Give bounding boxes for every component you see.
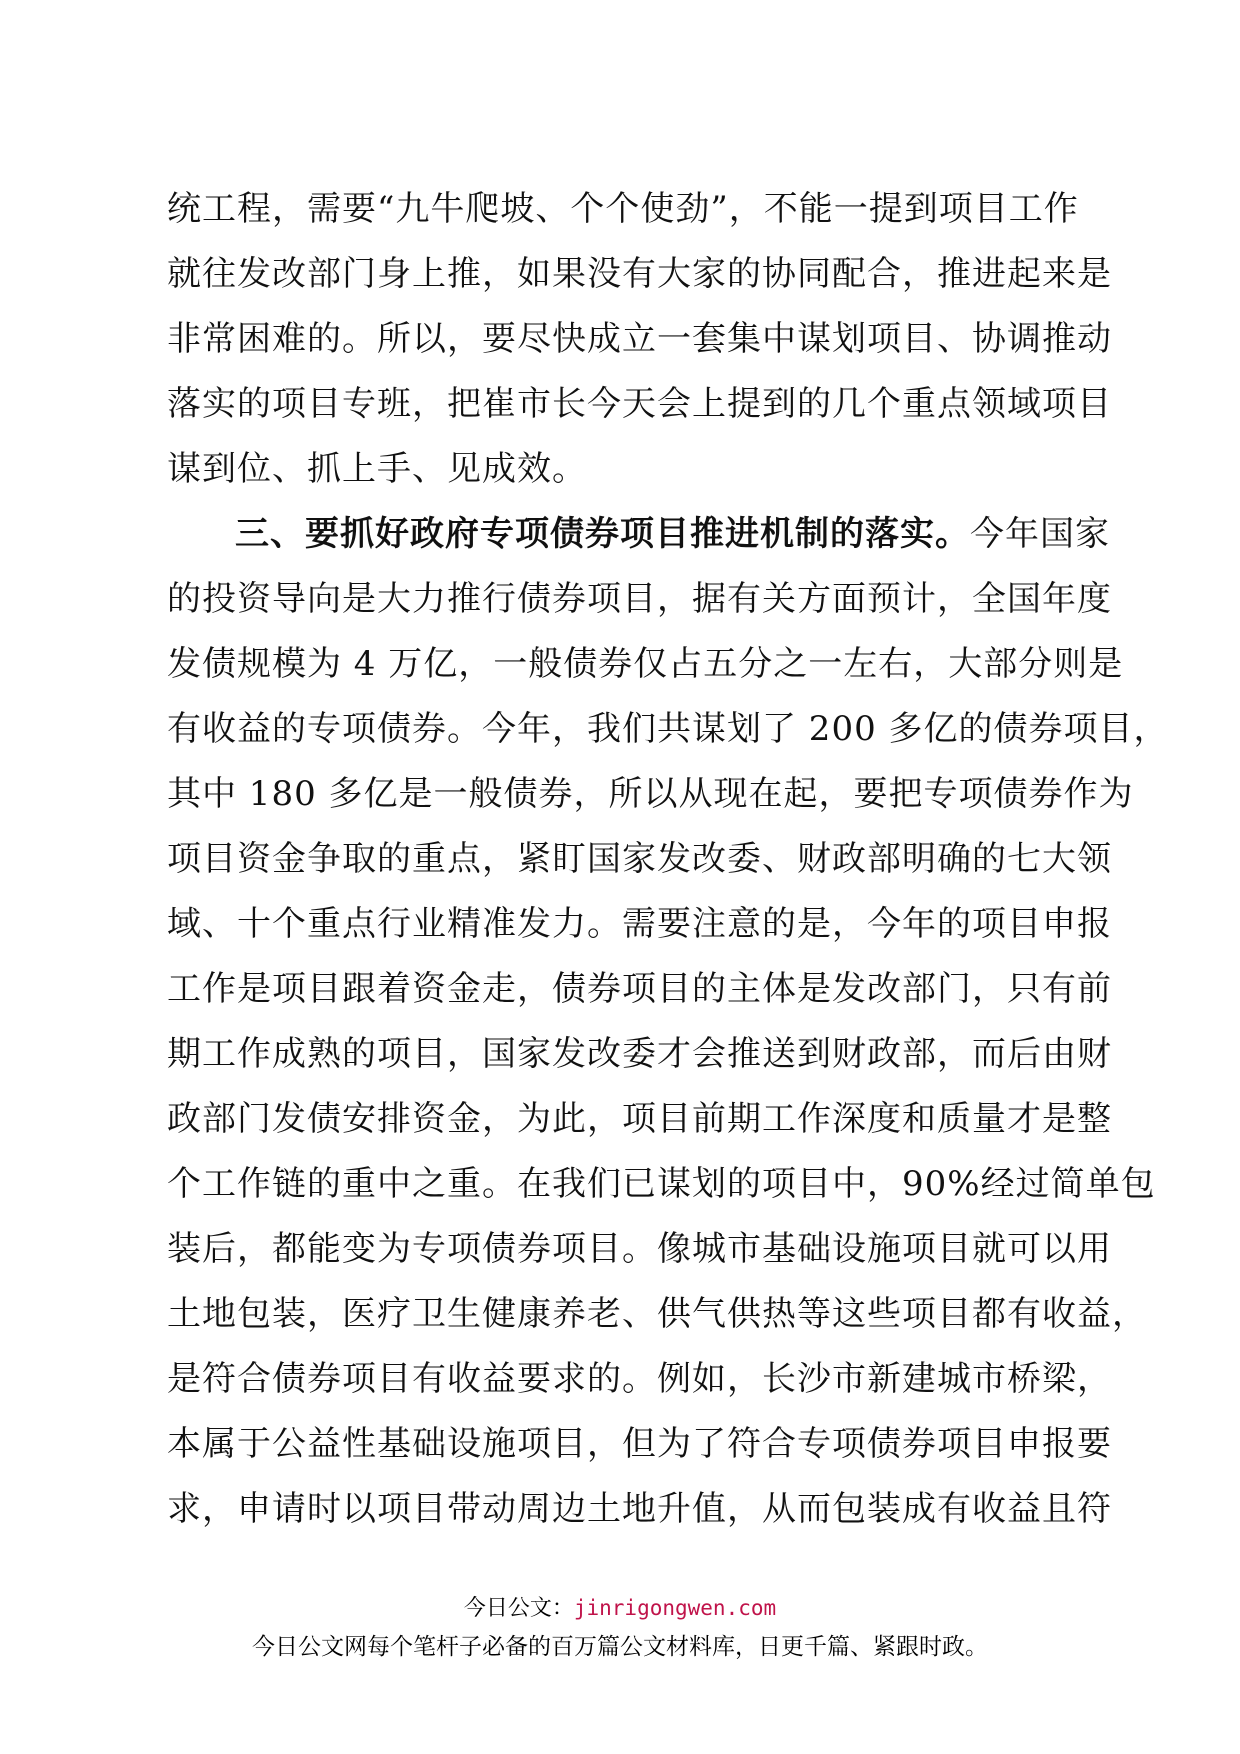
body-line: 个工作链的重中之重。在我们已谋划的项目中，90%经过简单包 bbox=[167, 1164, 1156, 1204]
body-line: 工作是项目跟着资金走，债券项目的主体是发改部门，只有前 bbox=[167, 969, 1112, 1009]
footer-site-link[interactable]: jinrigongwen.com bbox=[573, 1596, 777, 1620]
document-body bbox=[167, 177, 1169, 1542]
footer-site-label: 今日公文： bbox=[463, 1596, 574, 1621]
body-line: 域、十个重点行业精准发力。需要注意的是，今年的项目申报 bbox=[167, 904, 1112, 944]
body-line: 本属于公益性基础设施项目，但为了符合专项债券项目申报要 bbox=[167, 1424, 1112, 1464]
section-heading: 三、要抓好政府专项债券项目推进机制的落实。 bbox=[235, 514, 970, 554]
footer-site bbox=[0, 1593, 1240, 1624]
body-line: 是符合债券项目有收益要求的。例如，长沙市新建城市桥梁， bbox=[167, 1359, 1112, 1399]
body-line: 非常困难的。所以，要尽快成立一套集中谋划项目、协调推动 bbox=[167, 319, 1112, 359]
body-line: 政部门发债安排资金，为此，项目前期工作深度和质量才是整 bbox=[167, 1099, 1112, 1139]
body-line: 落实的项目专班，把崔市长今天会上提到的几个重点领域项目 bbox=[167, 384, 1112, 424]
body-line: 的投资导向是大力推行债券项目，据有关方面预计，全国年度 bbox=[167, 579, 1112, 619]
body-line: 项目资金争取的重点，紧盯国家发改委、财政部明确的七大领 bbox=[167, 839, 1112, 879]
body-line: 谋到位、抓上手、见成效。 bbox=[167, 449, 587, 489]
section-heading-rest: 今年国家 bbox=[970, 514, 1110, 554]
body-line: 期工作成熟的项目，国家发改委才会推送到财政部，而后由财 bbox=[167, 1034, 1112, 1074]
body-line: 装后，都能变为专项债券项目。像城市基础设施项目就可以用 bbox=[167, 1229, 1112, 1269]
section-heading-line bbox=[167, 502, 1110, 567]
body-line: 求，申请时以项目带动周边土地升值，从而包装成有收益且符 bbox=[167, 1489, 1112, 1529]
body-line: 其中 180 多亿是一般债券，所以从现在起，要把专项债券作为 bbox=[167, 774, 1134, 814]
body-line: 有收益的专项债券。今年，我们共谋划了 200 多亿的债券项目， bbox=[167, 709, 1169, 749]
body-line: 发债规模为 4 万亿，一般债券仅占五分之一左右，大部分则是 bbox=[167, 644, 1124, 684]
footer-slogan: 今日公文网每个笔杆子必备的百万篇公文材料库，日更千篇、紧跟时政。 bbox=[252, 1634, 988, 1660]
body-line: 统工程，需要“九牛爬坡、个个使劲”，不能一提到项目工作 bbox=[167, 189, 1079, 229]
body-line: 土地包装，医疗卫生健康养老、供气供热等这些项目都有收益， bbox=[167, 1294, 1147, 1334]
body-line: 就往发改部门身上推，如果没有大家的协同配合，推进起来是 bbox=[167, 254, 1112, 294]
